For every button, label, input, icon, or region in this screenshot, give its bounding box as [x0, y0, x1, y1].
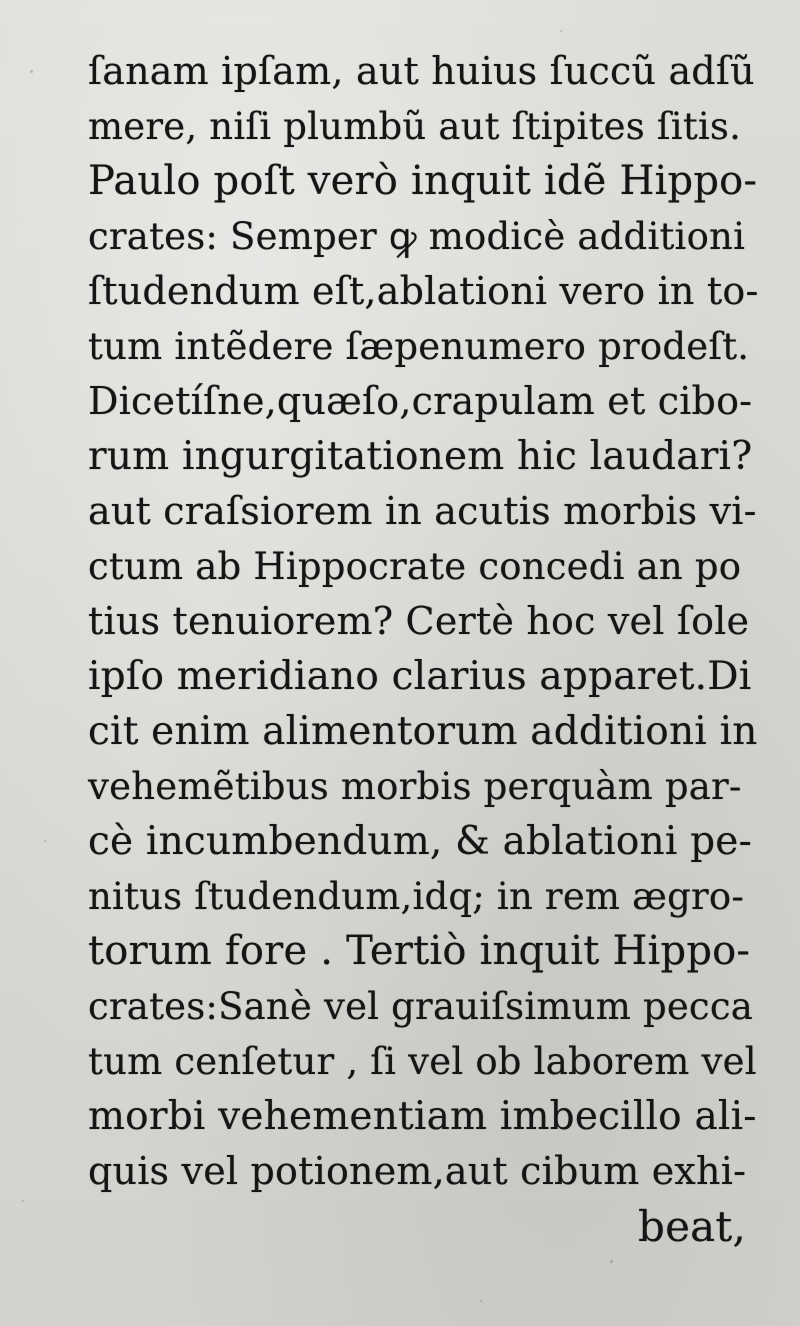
- text-line: nitus ſtudendum,idq; in rem ægro-: [88, 875, 745, 918]
- text-line: tum cenſetur , ſi vel ob laborem vel: [88, 1040, 757, 1083]
- text-line: rum ingurgitationem hic laudari?: [88, 434, 753, 479]
- paper-speck: [22, 1200, 24, 1202]
- text-line: crates: Semper ꝙ modicè additioni: [88, 215, 746, 258]
- text-line: tius tenuiorem? Certè hoc vel ſole: [88, 599, 750, 643]
- paper-speck: [44, 840, 46, 842]
- paper-speck: [560, 30, 562, 32]
- text-line: ipſo meridiano clarius apparet.Di: [88, 654, 752, 699]
- text-line: ctum ab Hippocrate concedi an po: [88, 545, 742, 588]
- text-line: Paulo poſt verò inquit idẽ Hippo-: [88, 158, 758, 204]
- text-line: aut craſsiorem in acutis morbis vi-: [88, 489, 757, 533]
- text-line: cit enim alimentorum additioni in: [88, 709, 758, 754]
- body-text: [88, 44, 758, 1254]
- text-line: quis vel potionem,aut cibum exhi-: [88, 1149, 747, 1193]
- paper-speck: [480, 1300, 482, 1302]
- catchword: beat,: [637, 1202, 746, 1251]
- text-line: vehemẽtibus morbis perquàm par-: [88, 765, 742, 808]
- text-line: mere, niſi plumbũ aut ſtipites ſitis.: [88, 105, 742, 148]
- text-line: morbi vehementiam imbecillo ali-: [88, 1094, 757, 1139]
- text-line: tum intẽdere ſæpenumero prodeſt.: [88, 325, 750, 368]
- text-line: torum fore . Tertiò inquit Hippo-: [88, 928, 751, 974]
- paper-speck: [610, 1260, 613, 1263]
- text-line: crates:Sanè vel grauiſsimum pecca: [88, 985, 754, 1028]
- text-line: cè incumbendum, & ablationi pe-: [88, 819, 752, 864]
- text-line: ſtudendum eſt,ablationi vero in to-: [88, 269, 759, 313]
- text-line: ſanam ipſam, aut huius ſuccũ adſũ: [88, 49, 755, 93]
- paper-speck: [30, 70, 33, 73]
- text-line: Dicetíſne,quæſo,crapulam et cibo-: [88, 379, 753, 423]
